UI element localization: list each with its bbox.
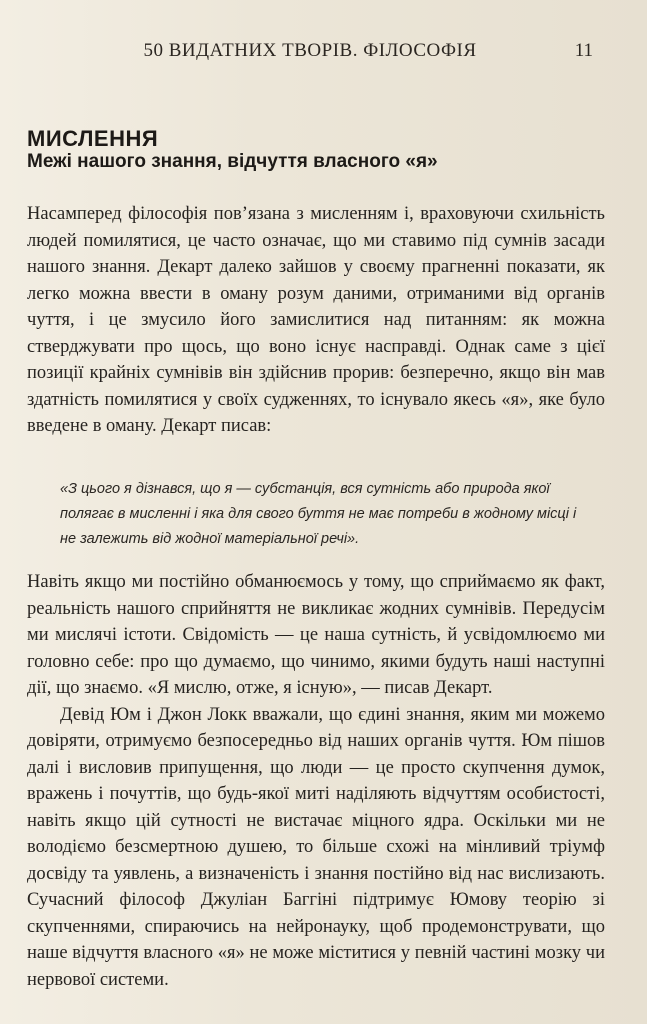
section-title: МИСЛЕННЯ [27,126,159,151]
paragraph-text: Насамперед філософія пов’язана з мисленням і, враховуючи схильність людей помилятися, це часто означає, що ми ставимо під сумнів засади нашого знання. Декарт далеко зайшов у своєму прагненні показати, як легко можна ввести в оману розум даними, отриманими від органів чуття, і це змусило його замислитися над питанням: як можна стверджувати про щось, що воно існує насправді. Однак саме з цієї позиції крайніх сумнівів він здійснив прорив: безперечно, якщо він мав здатність помилятися у своїх судженнях, то існувало якесь «я», яке було введене в оману. Декарт писав: [27,204,605,436]
running-title: 50 ВИДАТНИХ ТВОРІВ. ФІЛОСОФІЯ [143,40,477,61]
page-number: 11 [574,40,593,61]
paragraph-group [27,569,605,993]
paragraph-text: Навіть якщо ми постійно обманюємось у тому, що сприймаємо як факт, реальність нашого сприйняття не викликає жодних сумнівів. Передусім ми мислячі істоти. Свідомість — це наша сутність, й усвідомлюємо ми головно себе: про що думаємо, що чинимо, якими будуть наші наступні дії, що знаємо. «Я мислю, отже, я існую», — писав Декарт. [27,572,605,698]
descartes-quote: «З цього я дізнався, що я — субстанція, вся сутність або природа якої полягає в мисленні і яка для свого буття не має потреби в жодному місці і не залежить від жодної матеріальної речі». [60,481,577,547]
paragraph-text: Девід Юм і Джон Локк вважали, що єдині знання, яким ми можемо довіряти, отримуємо безпосередньо від наших органів чуття. Юм пішов далі і висловив припущення, що люди — це просто скупчення думок, вражень і почуттів, що будь-якої миті наділяють відчуттям особистості, навіть якщо цій сутності не вистачає міцного ядра. Оскільки ми не володіємо безсмертною душею, то більше схожі на мінливий тріумф досвіду та уявлень, а визначеність і знання постійно від нас вислизають. Сучасний філософ Джуліан Баггіні підтримує Юмову теорію зі скупченнями, спираючись на нейронауку, щоб продемонструвати, що наше відчуття власного «я» не може міститися у певній частині мозку чи нервової системи. [27,704,605,990]
paragraph-intro [27,201,605,440]
section-subtitle: Межі нашого знання, відчуття власного «я» [27,151,438,172]
